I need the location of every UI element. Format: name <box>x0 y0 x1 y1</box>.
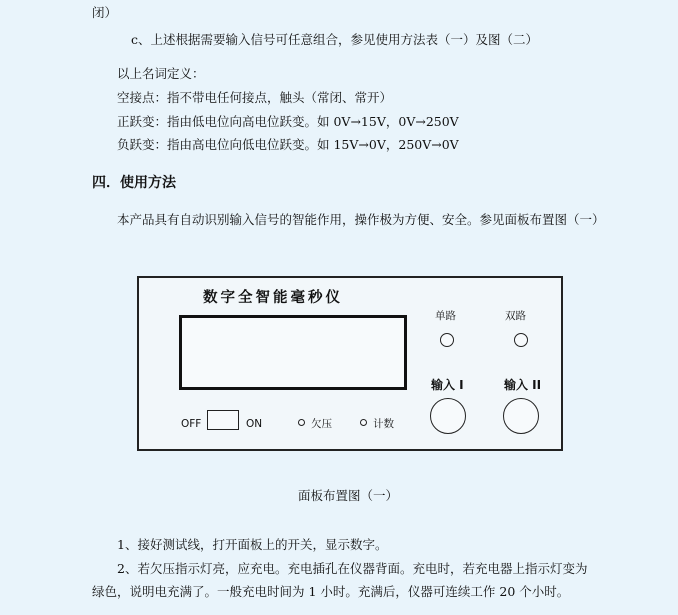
input1-jack <box>430 398 466 434</box>
step-1: 1、接好测试线，打开面板上的开关，显示数字。 <box>117 537 388 552</box>
intro-paragraph: 本产品具有自动识别输入信号的智能作用，操作极为方便、安全。参见面板布置图（一） <box>117 212 605 227</box>
text-line: c、上述根据需要输入信号可任意组合，参见使用方法表（一）及图（二） <box>131 32 539 47</box>
text-line: 以上名词定义： <box>117 66 205 81</box>
panel-diagram <box>137 276 563 451</box>
power-switch <box>207 410 239 430</box>
single-channel-label: 单路 <box>435 310 456 322</box>
count-label: 计数 <box>373 418 394 430</box>
step-2: 2、若欠压指示灯亮，应充电。充电插孔在仪器背面。充电时，若充电器上指示灯变为 <box>117 561 588 576</box>
digital-display <box>179 315 407 390</box>
undervoltage-indicator <box>298 419 305 426</box>
text-line: 闭） <box>92 5 118 20</box>
dual-channel-indicator <box>514 333 528 347</box>
off-label: OFF <box>181 418 202 430</box>
text-line: 空接点：指不带电任何接点，触头（常闭、常开） <box>117 90 393 105</box>
undervoltage-label: 欠压 <box>311 418 332 430</box>
figure-caption: 面板布置图（一） <box>298 488 399 503</box>
input2-label: 输入 II <box>504 378 542 392</box>
section-heading: 四．使用方法 <box>92 175 176 191</box>
input2-jack <box>503 398 539 434</box>
text-line: 负跃变：指由高电位向低电位跃变。如 15V→0V，250V→0V <box>117 137 459 152</box>
count-indicator <box>360 419 367 426</box>
text-line: 正跃变：指由低电位向高电位跃变。如 0V→15V，0V→250V <box>117 114 459 129</box>
panel-title: 数字全智能毫秒仪 <box>203 289 343 306</box>
single-channel-indicator <box>440 333 454 347</box>
dual-channel-label: 双路 <box>505 310 526 322</box>
on-label: ON <box>246 418 263 430</box>
step-2-continued: 绿色，说明电充满了。一般充电时间为 1 小时。充满后，仪器可连续工作 20 个小时。 <box>92 584 570 599</box>
input1-label: 输入 I <box>431 378 464 392</box>
